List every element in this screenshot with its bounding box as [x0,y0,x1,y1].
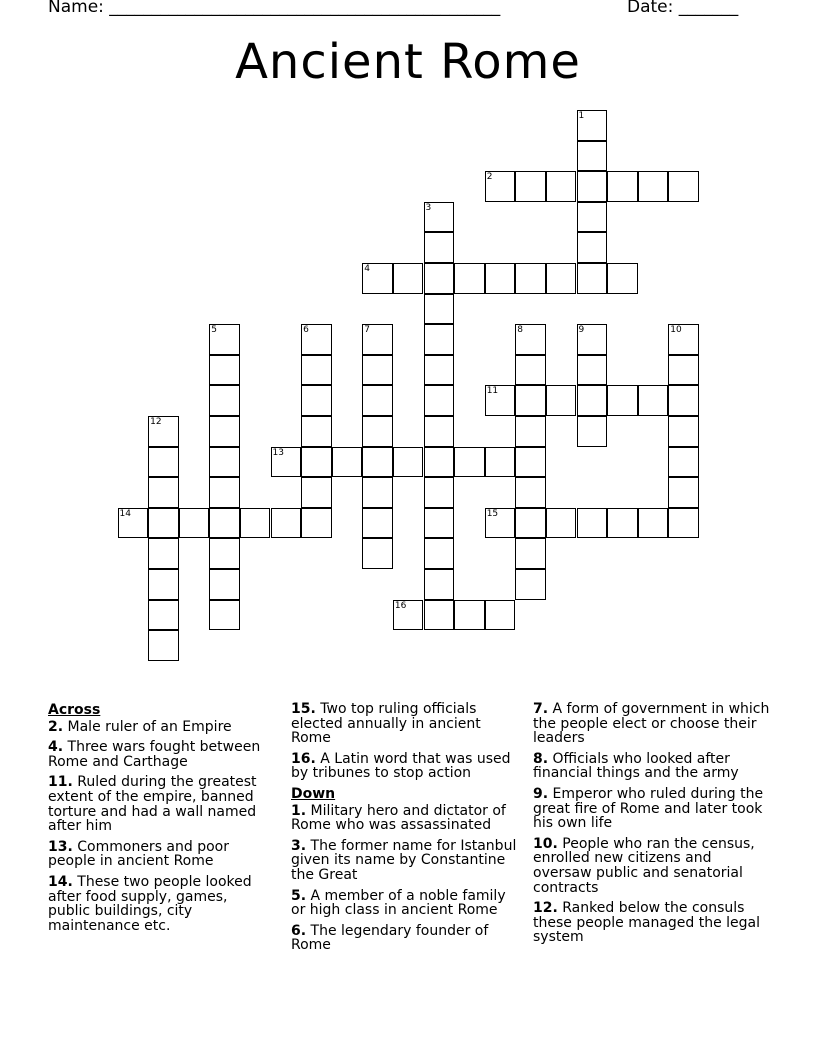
grid-cell[interactable] [515,508,546,539]
grid-cell[interactable] [485,263,516,294]
grid-cell[interactable] [424,508,455,539]
clue-number: 4 [364,264,371,274]
grid-cell[interactable] [515,447,546,478]
clue-down-3: 3. The former name for Istanbul given its name by Constantine the Great [291,837,517,883]
grid-cell[interactable] [668,508,699,539]
grid-cell[interactable] [424,202,455,233]
grid-cell[interactable] [362,477,393,508]
grid-cell[interactable] [362,324,393,355]
grid-cell[interactable] [607,508,638,539]
grid-cell[interactable] [424,324,455,355]
grid-cell[interactable] [668,324,699,355]
across-heading: Across [48,702,101,718]
grid-cell[interactable] [301,416,332,447]
grid-cell[interactable] [577,324,608,355]
down-heading: Down [291,785,336,802]
grid-cell[interactable] [209,385,240,416]
clue-across-14: 14. These two people looked after food supply, games, public buildings, city maintenance etc. [48,873,252,934]
grid-cell[interactable] [577,355,608,386]
grid-cell[interactable] [148,630,179,661]
clue-number: 15 [486,508,499,519]
grid-cell[interactable] [209,508,240,539]
clue-across-4: 4. Three wars fought between Rome and Carthage [48,739,261,770]
grid-cell[interactable] [209,600,240,631]
grid-cell[interactable] [424,569,455,600]
grid-cell[interactable] [577,385,608,416]
clue-down-7: 7. A form of government in which the people elect or choose their leaders [533,701,770,747]
grid-cell[interactable] [148,508,179,539]
grid-cell[interactable] [668,171,699,202]
date-field[interactable]: Date: _______ [627,0,739,17]
clue-number: 11 [486,386,499,397]
grid-cell[interactable] [424,294,455,325]
grid-cell[interactable] [332,447,363,478]
grid-cell[interactable] [393,600,424,631]
grid-cell[interactable] [148,416,179,447]
grid-cell[interactable] [424,538,455,569]
grid-cell[interactable] [515,324,546,355]
clues-column-1 [48,702,273,939]
grid-cell[interactable] [209,355,240,386]
grid-cell[interactable] [301,385,332,416]
grid-cell[interactable] [577,508,608,539]
grid-cell[interactable] [424,477,455,508]
grid-cell[interactable] [424,600,455,631]
grid-cell[interactable] [148,538,179,569]
grid-cell[interactable] [515,477,546,508]
grid-cell[interactable] [638,171,669,202]
grid-cell[interactable] [668,385,699,416]
clues-column-2 [291,702,521,959]
grid-cell[interactable] [362,355,393,386]
clue-down-8: 8. Officials who looked after financial things and the army [533,750,739,782]
clue-across-13: 13. Commoners and poor people in ancient Rome [48,838,229,870]
grid-cell[interactable] [515,538,546,569]
clue-across-16: 16. A Latin word that was used by tribunes to stop action [291,750,511,782]
grid-cell[interactable] [393,263,424,294]
clue-number: 14 [119,508,131,519]
grid-cell[interactable] [424,416,455,447]
grid-cell[interactable] [485,171,516,202]
grid-cell[interactable] [209,569,240,600]
grid-cell[interactable] [424,447,455,478]
grid-cell[interactable] [638,508,669,539]
grid-cell[interactable] [362,263,393,294]
grid-cell[interactable] [209,447,240,478]
grid-cell[interactable] [179,508,210,539]
clue-number: 5 [211,325,218,336]
grid-cell[interactable] [546,508,577,539]
clue-across-11: 11. Ruled during the greatest extent of the empire, banned torture and had a wall named after him [48,774,257,835]
clue-number: 10 [670,325,682,336]
grid-cell[interactable] [668,447,699,478]
grid-cell[interactable] [577,416,608,447]
clue-number: 16 [394,600,407,611]
grid-cell[interactable] [424,263,455,294]
grid-cell[interactable] [454,600,485,631]
clue-down-10: 10. People who ran the census, enrolled new citizens and oversaw public and senatorial contracts [533,835,755,896]
grid-cell[interactable] [546,385,577,416]
grid-cell[interactable] [515,416,546,447]
grid-cell[interactable] [362,447,393,478]
grid-cell[interactable] [148,477,179,508]
grid-cell[interactable] [424,355,455,386]
grid-cell[interactable] [515,385,546,416]
grid-cell[interactable] [607,171,638,202]
grid-cell[interactable] [485,600,516,631]
grid-cell[interactable] [577,263,608,294]
clue-number: 2 [486,172,493,183]
grid-cell[interactable] [362,538,393,569]
grid-cell[interactable] [454,447,485,478]
clue-number: 8 [517,325,524,336]
clue-down-1: 1. Military hero and dictator of Rome who was assassinated [291,802,506,834]
grid-cell[interactable] [393,447,424,478]
grid-cell[interactable] [607,385,638,416]
grid-cell[interactable] [668,416,699,447]
clue-down-12: 12. Ranked below the consuls these people managed the legal system [533,900,761,946]
grid-cell[interactable] [301,324,332,355]
clue-down-6: 6. The legendary founder of Rome [291,922,489,954]
grid-cell[interactable] [240,508,271,539]
page-title: Ancient Rome [235,34,581,90]
grid-cell[interactable] [301,508,332,539]
grid-cell[interactable] [424,232,455,263]
clue-number: 7 [364,325,371,336]
grid-cell[interactable] [577,141,608,172]
grid-cell[interactable] [515,569,546,600]
grid-cell[interactable] [118,508,149,539]
grid-cell[interactable] [271,508,302,539]
clue-number: 12 [150,417,162,427]
grid-cell[interactable] [546,263,577,294]
grid-cell[interactable] [209,538,240,569]
grid-cell[interactable] [148,447,179,478]
clue-number: 6 [303,325,309,336]
grid-cell[interactable] [209,477,240,508]
grid-cell[interactable] [362,385,393,416]
grid-cell[interactable] [301,447,332,478]
grid-cell[interactable] [515,171,546,202]
grid-cell[interactable] [577,232,608,263]
grid-cell[interactable] [362,508,393,539]
grid-cell[interactable] [485,508,516,539]
grid-cell[interactable] [577,110,608,141]
clue-number: 13 [272,447,284,458]
clue-down-9: 9. Emperor who ruled during the great fire of Rome and later took his own life [533,785,764,832]
grid-cell[interactable] [148,600,179,631]
clue-number: 9 [578,325,585,336]
grid-cell[interactable] [668,477,699,508]
grid-cell[interactable] [424,385,455,416]
grid-cell[interactable] [454,263,485,294]
grid-cell[interactable] [638,385,669,416]
grid-cell[interactable] [546,171,577,202]
name-field[interactable]: Name: ______________________________________________ [48,0,501,17]
clue-number: 1 [578,111,585,121]
clue-across-15: 15. Two top ruling officials elected annually in ancient Rome [291,701,481,747]
clue-number: 3 [425,202,432,213]
grid-cell[interactable] [668,355,699,386]
clues-column-3 [533,702,773,951]
grid-cell[interactable] [209,324,240,355]
clue-down-5: 5. A member of a noble family or high class in ancient Rome [291,887,506,919]
grid-cell[interactable] [515,263,546,294]
grid-cell[interactable] [577,202,608,233]
grid-cell[interactable] [209,416,240,447]
grid-cell[interactable] [148,569,179,600]
grid-cell[interactable] [577,171,608,202]
grid-cell[interactable] [485,447,516,478]
grid-cell[interactable] [515,355,546,386]
grid-cell[interactable] [301,477,332,508]
grid-cell[interactable] [485,385,516,416]
grid-cell[interactable] [607,263,638,294]
grid-cell[interactable] [362,416,393,447]
clue-across-2: 2. Male ruler of an Empire [48,718,232,735]
grid-cell[interactable] [271,447,302,478]
grid-cell[interactable] [301,355,332,386]
